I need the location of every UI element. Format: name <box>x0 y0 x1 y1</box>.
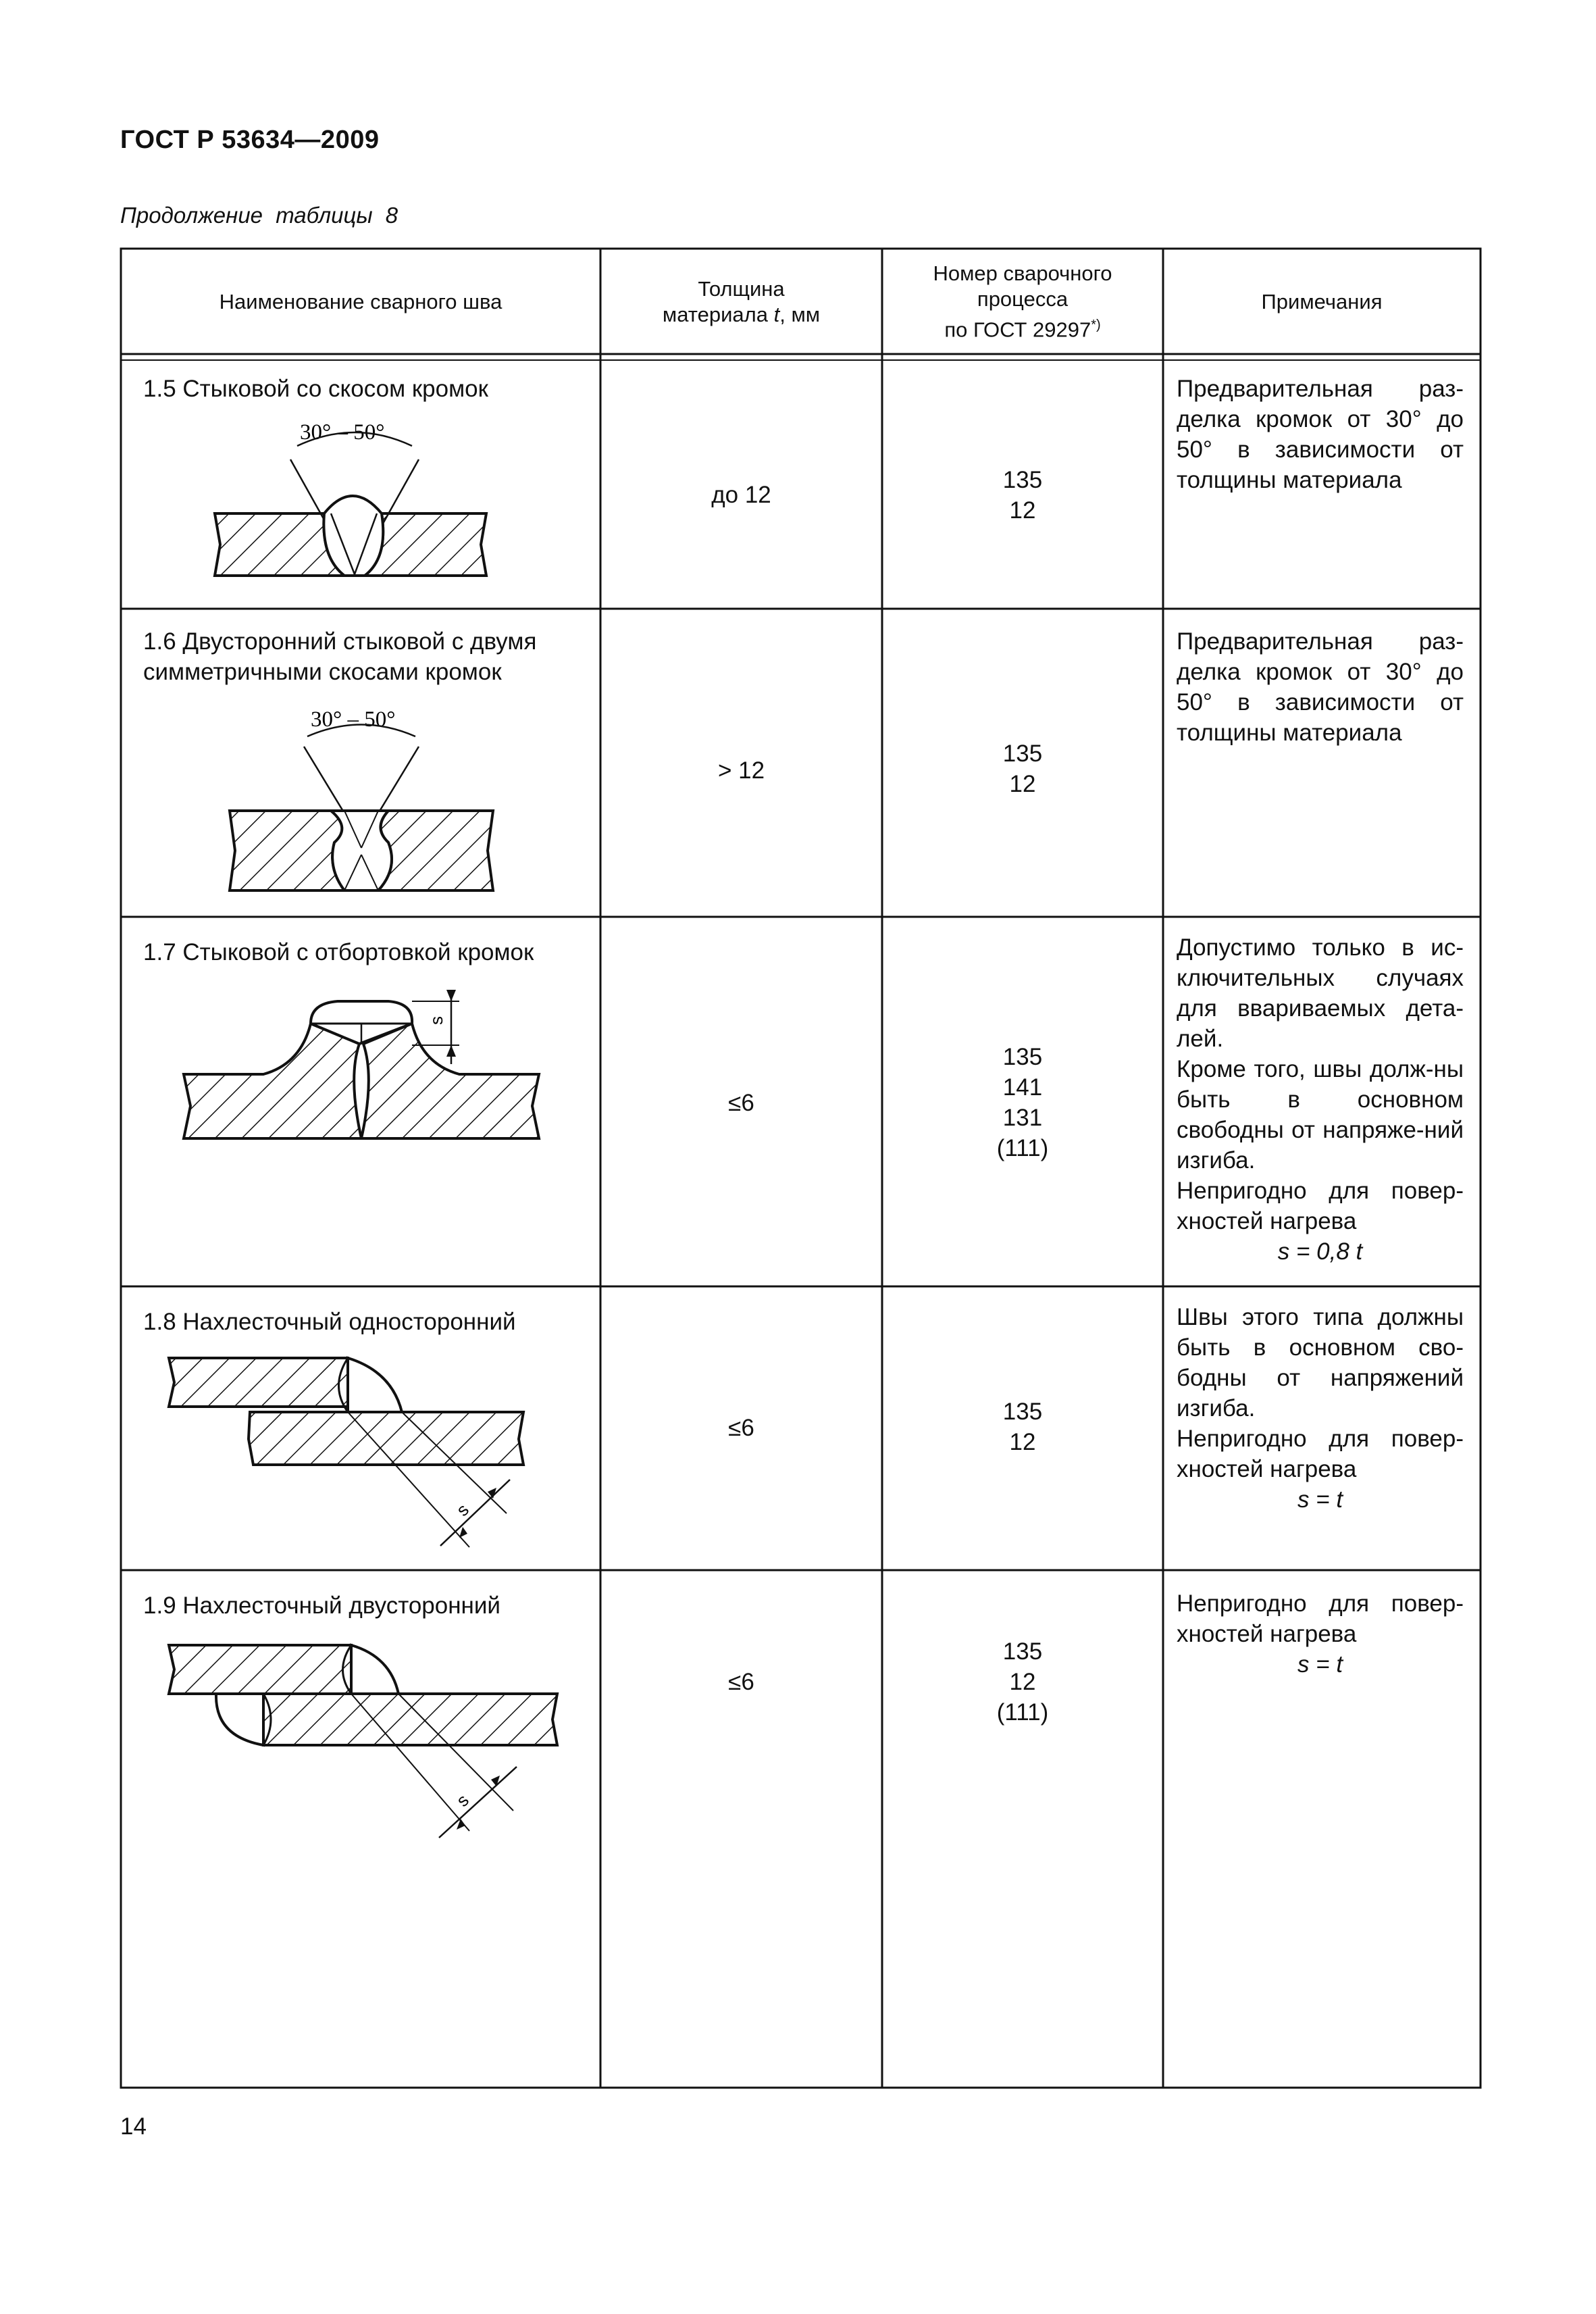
row-1-7-thickness: ≤6 <box>728 1090 754 1116</box>
row-1-5-name: 1.5 Стыковой со скосом кромок <box>143 376 488 402</box>
row-1-9-name: 1.9 Нахлесточный двусторонний <box>143 1592 500 1619</box>
page-number: 14 <box>120 2113 147 2140</box>
svg-text:s: s <box>452 1499 473 1520</box>
row-1-6-processes: 135 12 <box>1002 740 1043 797</box>
row-1-5-notes: Предварительная раз-делка кромок от 30° до 50° в зависимости от толщины материала <box>1177 376 1464 493</box>
row-1-7-processes: 135 141 131 (111) <box>996 1044 1049 1161</box>
row-1-8-notes: Швы этого типа должны быть в основном сво-бодны от напряжений изгиба. Непригодно для повер-хностей нагрева s = t <box>1177 1304 1464 1513</box>
svg-text:30° – 50°: 30° – 50° <box>311 707 396 732</box>
svg-text:s: s <box>452 1790 473 1811</box>
header-weld-name: Наименование сварного шва <box>219 290 503 313</box>
row-1-6-name: 1.6 Двусторонний стыковой с двумя симметричными скосами кромок <box>143 628 537 685</box>
weld-drawing-1-9 <box>162 1635 567 1851</box>
header-notes: Примечания <box>1261 290 1383 313</box>
row-1-6-thickness: > 12 <box>717 757 765 784</box>
row-1-9-processes: 135 12 (111) <box>996 1638 1049 1726</box>
row-1-8-processes: 135 12 <box>1002 1399 1043 1455</box>
row-1-9-thickness: ≤6 <box>728 1669 754 1695</box>
row-1-9-notes: Непригодно для повер-хностей нагрева s = t <box>1177 1590 1464 1678</box>
row-1-5-processes: 135 12 <box>1002 467 1043 524</box>
document-title: ГОСТ Р 53634—2009 <box>120 126 380 154</box>
row-1-7-notes: Допустимо только в ис-ключительных случаях для ввариваемых дета-лей. Кроме того, швы долж-ны быть в основном свободны от напряже-ний изгиба. Непригодно для повер-хностей нагрева s = 0,8 t <box>1177 934 1464 1265</box>
svg-text:s: s <box>426 1016 446 1025</box>
weld-drawing-1-5 <box>203 405 500 595</box>
row-1-8-name: 1.8 Нахлесточный односторонний <box>143 1309 516 1335</box>
header-thickness: Толщина материала t, мм <box>662 277 821 326</box>
row-1-8-thickness: ≤6 <box>728 1415 754 1441</box>
table-continuation-caption: Продолжение таблицы 8 <box>120 203 398 228</box>
row-1-5-thickness: до 12 <box>711 482 771 508</box>
row-1-7-name: 1.7 Стыковой с отбортовкой кромок <box>143 939 534 965</box>
weld-drawing-1-8 <box>162 1344 540 1561</box>
weld-drawing-1-7 <box>176 990 554 1152</box>
row-1-6-notes: Предварительная раз-делка кромок от 30° до 50° в зависимости от толщины материала <box>1177 628 1464 746</box>
svg-text:30° – 50°: 30° – 50° <box>300 420 385 445</box>
header-process-number: Номер сварочного процесса по ГОСТ 29297*) <box>933 261 1112 342</box>
weld-drawing-1-6 <box>216 699 507 902</box>
